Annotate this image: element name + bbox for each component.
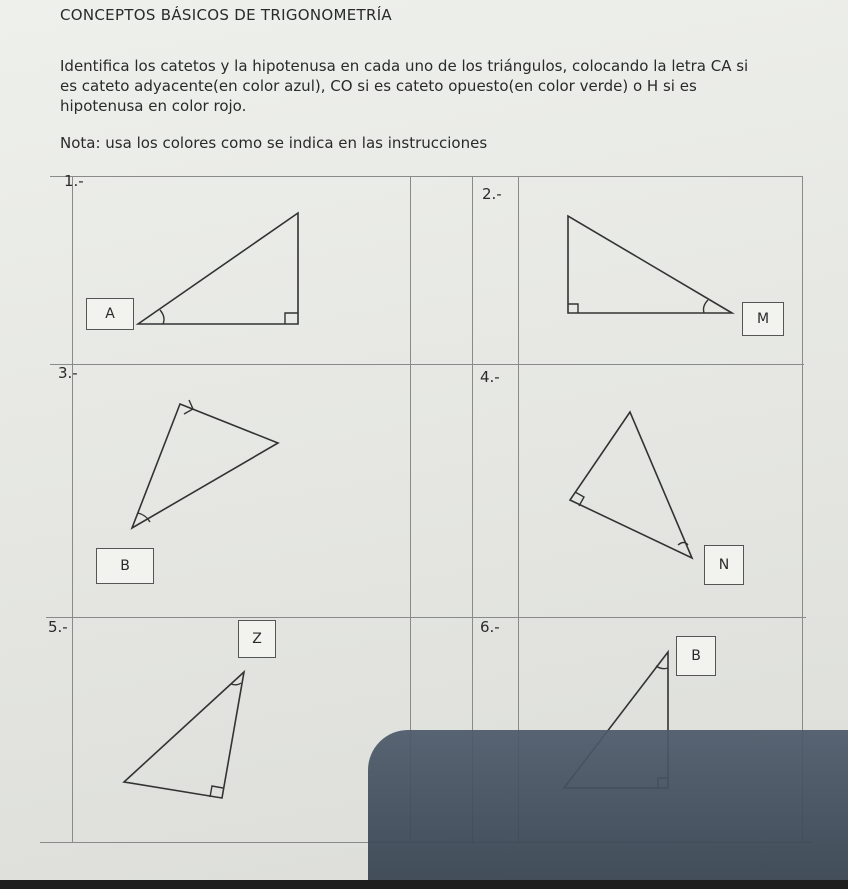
exercise-number: 5.-	[48, 618, 68, 636]
exercise-number: 6.-	[480, 618, 500, 636]
angle-label-box: N	[704, 545, 744, 585]
angle-label-box: B	[96, 548, 154, 584]
exercise-number: 2.-	[482, 185, 502, 203]
angle-label-box: B	[676, 636, 716, 676]
hand-shadow	[368, 730, 848, 889]
angle-label-box: A	[86, 298, 134, 330]
worksheet-title: CONCEPTOS BÁSICOS DE TRIGONOMETRÍA	[60, 6, 392, 24]
page-bottom-edge	[0, 880, 848, 889]
instruction-line: Identifica los catetos y la hipotenusa en cada uno de los triángulos, colocando la letra CA si	[60, 57, 749, 75]
exercise-number: 4.-	[480, 368, 500, 386]
exercise-number: 1.-	[64, 172, 84, 190]
exercise-number: 3.-	[58, 364, 78, 382]
instruction-line: hipotenusa en color rojo.	[60, 97, 247, 115]
instruction-line: es cateto adyacente(en color azul), CO si es cateto opuesto(en color verde) o H si es	[60, 77, 697, 95]
note: Nota: usa los colores como se indica en las instrucciones	[60, 134, 488, 152]
angle-label-box: Z	[238, 620, 276, 658]
angle-label-box: M	[742, 302, 784, 336]
